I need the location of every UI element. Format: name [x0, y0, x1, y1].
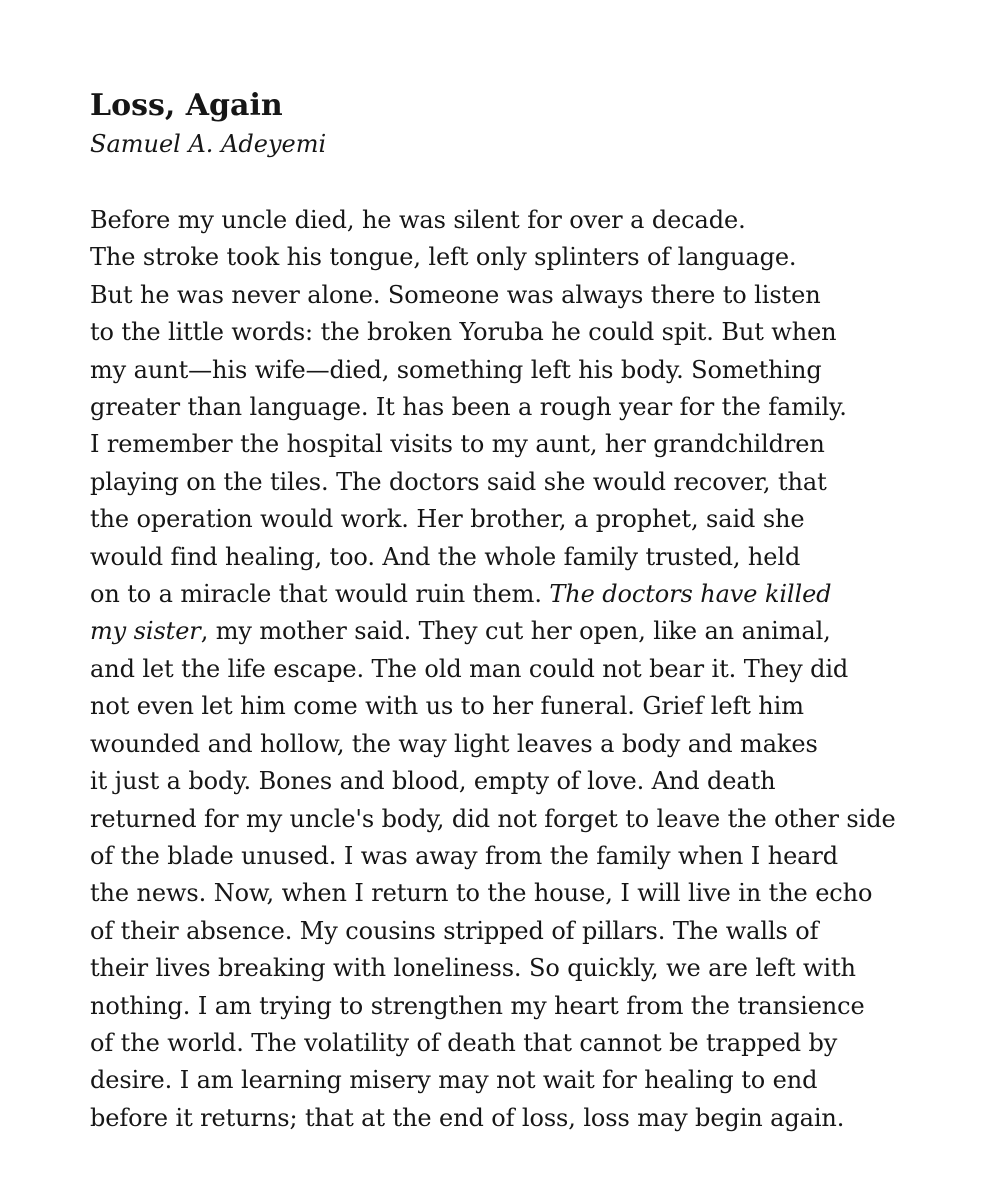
poem-line-italic: my sister — [90, 617, 201, 646]
poem-line: of the world. The volatility of death that cannot be trapped by — [90, 1028, 838, 1057]
poem-line: playing on the tiles. The doctors said she would recover, that — [90, 467, 827, 496]
poem-line — [90, 613, 950, 650]
poem-line: But he was never alone. Someone was always there to listen — [90, 280, 821, 309]
poem-line: wounded and hollow, the way light leaves a body and makes — [90, 729, 818, 758]
poem-line: before it returns; that at the end of loss, loss may begin again. — [90, 1103, 845, 1132]
poem-title: Loss, Again — [90, 88, 283, 123]
poem-author: Samuel A. Adeyemi — [90, 130, 327, 158]
poem-line: I remember the hospital visits to my aunt, her grandchildren — [90, 430, 825, 459]
poem-line: would find healing, too. And the whole family trusted, held — [90, 542, 801, 571]
poem-line: The stroke took his tongue, left only splinters of language. — [90, 243, 797, 272]
poem-line: Before my uncle died, he was silent for over a decade. — [90, 206, 746, 234]
poem-line: their lives breaking with loneliness. So quickly, we are left with — [90, 954, 856, 983]
poem-line: my aunt—his wife—died, something left his body. Something — [90, 355, 822, 384]
poem-page — [90, 86, 950, 1137]
poem-line: nothing. I am trying to strengthen my heart from the transience — [90, 991, 865, 1020]
poem-line — [90, 576, 950, 613]
poem-line: to the little words: the broken Yoruba he could spit. But when — [90, 318, 837, 347]
poem-line: of their absence. My cousins stripped of pillars. The walls of — [90, 916, 819, 945]
poem-line: greater than language. It has been a rough year for the family. — [90, 393, 847, 422]
poem-line: the news. Now, when I return to the house, I will live in the echo — [90, 879, 873, 908]
poem-line: returned for my uncle's body, did not forget to leave the other side — [90, 804, 896, 833]
poem-line: desire. I am learning misery may not wait for healing to end — [90, 1066, 818, 1095]
poem-line: and let the life escape. The old man could not bear it. They did — [90, 654, 849, 683]
poem-line: not even let him come with us to her funeral. Grief left him — [90, 692, 804, 721]
poem-line: the operation would work. Her brother, a prophet, said she — [90, 505, 805, 534]
poem-line-italic: The doctors have killed — [549, 580, 832, 609]
poem-body — [90, 202, 950, 1137]
poem-line-text: , my mother said. They cut her open, like an animal, — [200, 617, 831, 646]
poem-line: it just a body. Bones and blood, empty of love. And death — [90, 767, 776, 796]
poem-line: of the blade unused. I was away from the family when I heard — [90, 841, 839, 870]
poem-line-text: on to a miracle that would ruin them. — [90, 580, 550, 609]
